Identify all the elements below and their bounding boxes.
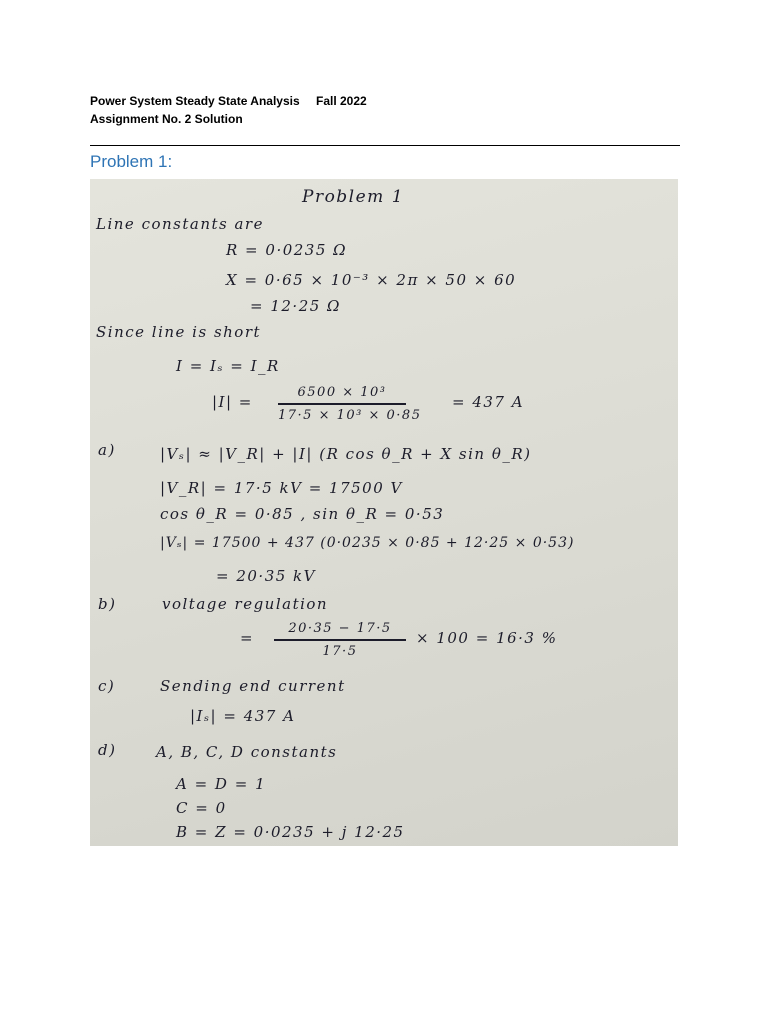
hw-title: Problem 1	[302, 187, 405, 207]
hw-regulation-fraction-bar	[274, 639, 406, 641]
hw-current-fraction-numerator: 6500 × 10³	[297, 385, 387, 400]
hw-abcd-constants-text: A, B, C, D constants	[156, 743, 338, 761]
hw-x-value: = 12·25 Ω	[250, 297, 341, 315]
hw-c-equation: C = 0	[176, 799, 227, 817]
hw-current-fraction	[278, 385, 422, 423]
problem-heading: Problem 1:	[90, 152, 173, 171]
hw-b-equation: B = Z = 0·0235 + j 12·25	[176, 823, 405, 841]
hw-regulation-equals: =	[240, 629, 255, 647]
hw-current-magnitude-lhs: |I| =	[212, 393, 253, 411]
hw-vs-value: = 20·35 kV	[216, 567, 316, 585]
hw-current-fraction-bar	[278, 403, 406, 405]
hw-regulation-result: × 100 = 16·3 %	[416, 629, 558, 647]
assignment-title: Assignment No. 2 Solution	[90, 112, 243, 126]
document-header	[90, 92, 367, 128]
hw-is-equation: |Iₛ| = 437 A	[190, 707, 296, 725]
hw-part-b-label: b)	[98, 595, 117, 613]
hw-a-d-equation: A = D = 1	[176, 775, 267, 793]
hw-r-equation: R = 0·0235 Ω	[226, 241, 348, 259]
hw-regulation-fraction	[274, 621, 406, 659]
hw-since-short: Since line is short	[96, 323, 262, 341]
hw-voltage-regulation-text: voltage regulation	[162, 595, 329, 613]
hw-current-result: = 437 A	[452, 393, 525, 411]
hw-part-a-label: a)	[98, 441, 116, 459]
hw-current-fraction-denominator: 17·5 × 10³ × 0·85	[278, 407, 422, 423]
hw-current-equation: I = Iₛ = I_R	[176, 357, 280, 375]
hw-regulation-fraction-denominator: 17·5	[322, 643, 358, 659]
header-row-course	[90, 92, 367, 110]
hw-x-equation: X = 0·65 × 10⁻³ × 2π × 50 × 60	[226, 271, 517, 289]
hw-regulation-fraction-numerator: 20·35 − 17·5	[288, 621, 392, 636]
hw-part-c-label: c)	[98, 677, 116, 695]
handwritten-solution-image	[90, 179, 678, 846]
hw-vs-substitution: |Vₛ| = 17500 + 437 (0·0235 × 0·85 + 12·25 × 0·53)	[160, 535, 575, 551]
hw-vr-equation: |V_R| = 17·5 kV = 17500 V	[160, 479, 403, 497]
hw-sending-end-current-text: Sending end current	[160, 677, 346, 695]
course-title: Power System Steady State Analysis	[90, 94, 300, 108]
hw-line-constants: Line constants are	[96, 215, 264, 233]
header-divider	[90, 145, 680, 146]
hw-cos-sin-values: cos θ_R = 0·85 , sin θ_R = 0·53	[160, 505, 445, 523]
term-label: Fall 2022	[316, 94, 367, 108]
hw-part-d-label: d)	[98, 741, 117, 759]
hw-vs-approx-equation: |Vₛ| ≈ |V_R| + |I| (R cos θ_R + X sin θ_R)	[160, 445, 532, 463]
